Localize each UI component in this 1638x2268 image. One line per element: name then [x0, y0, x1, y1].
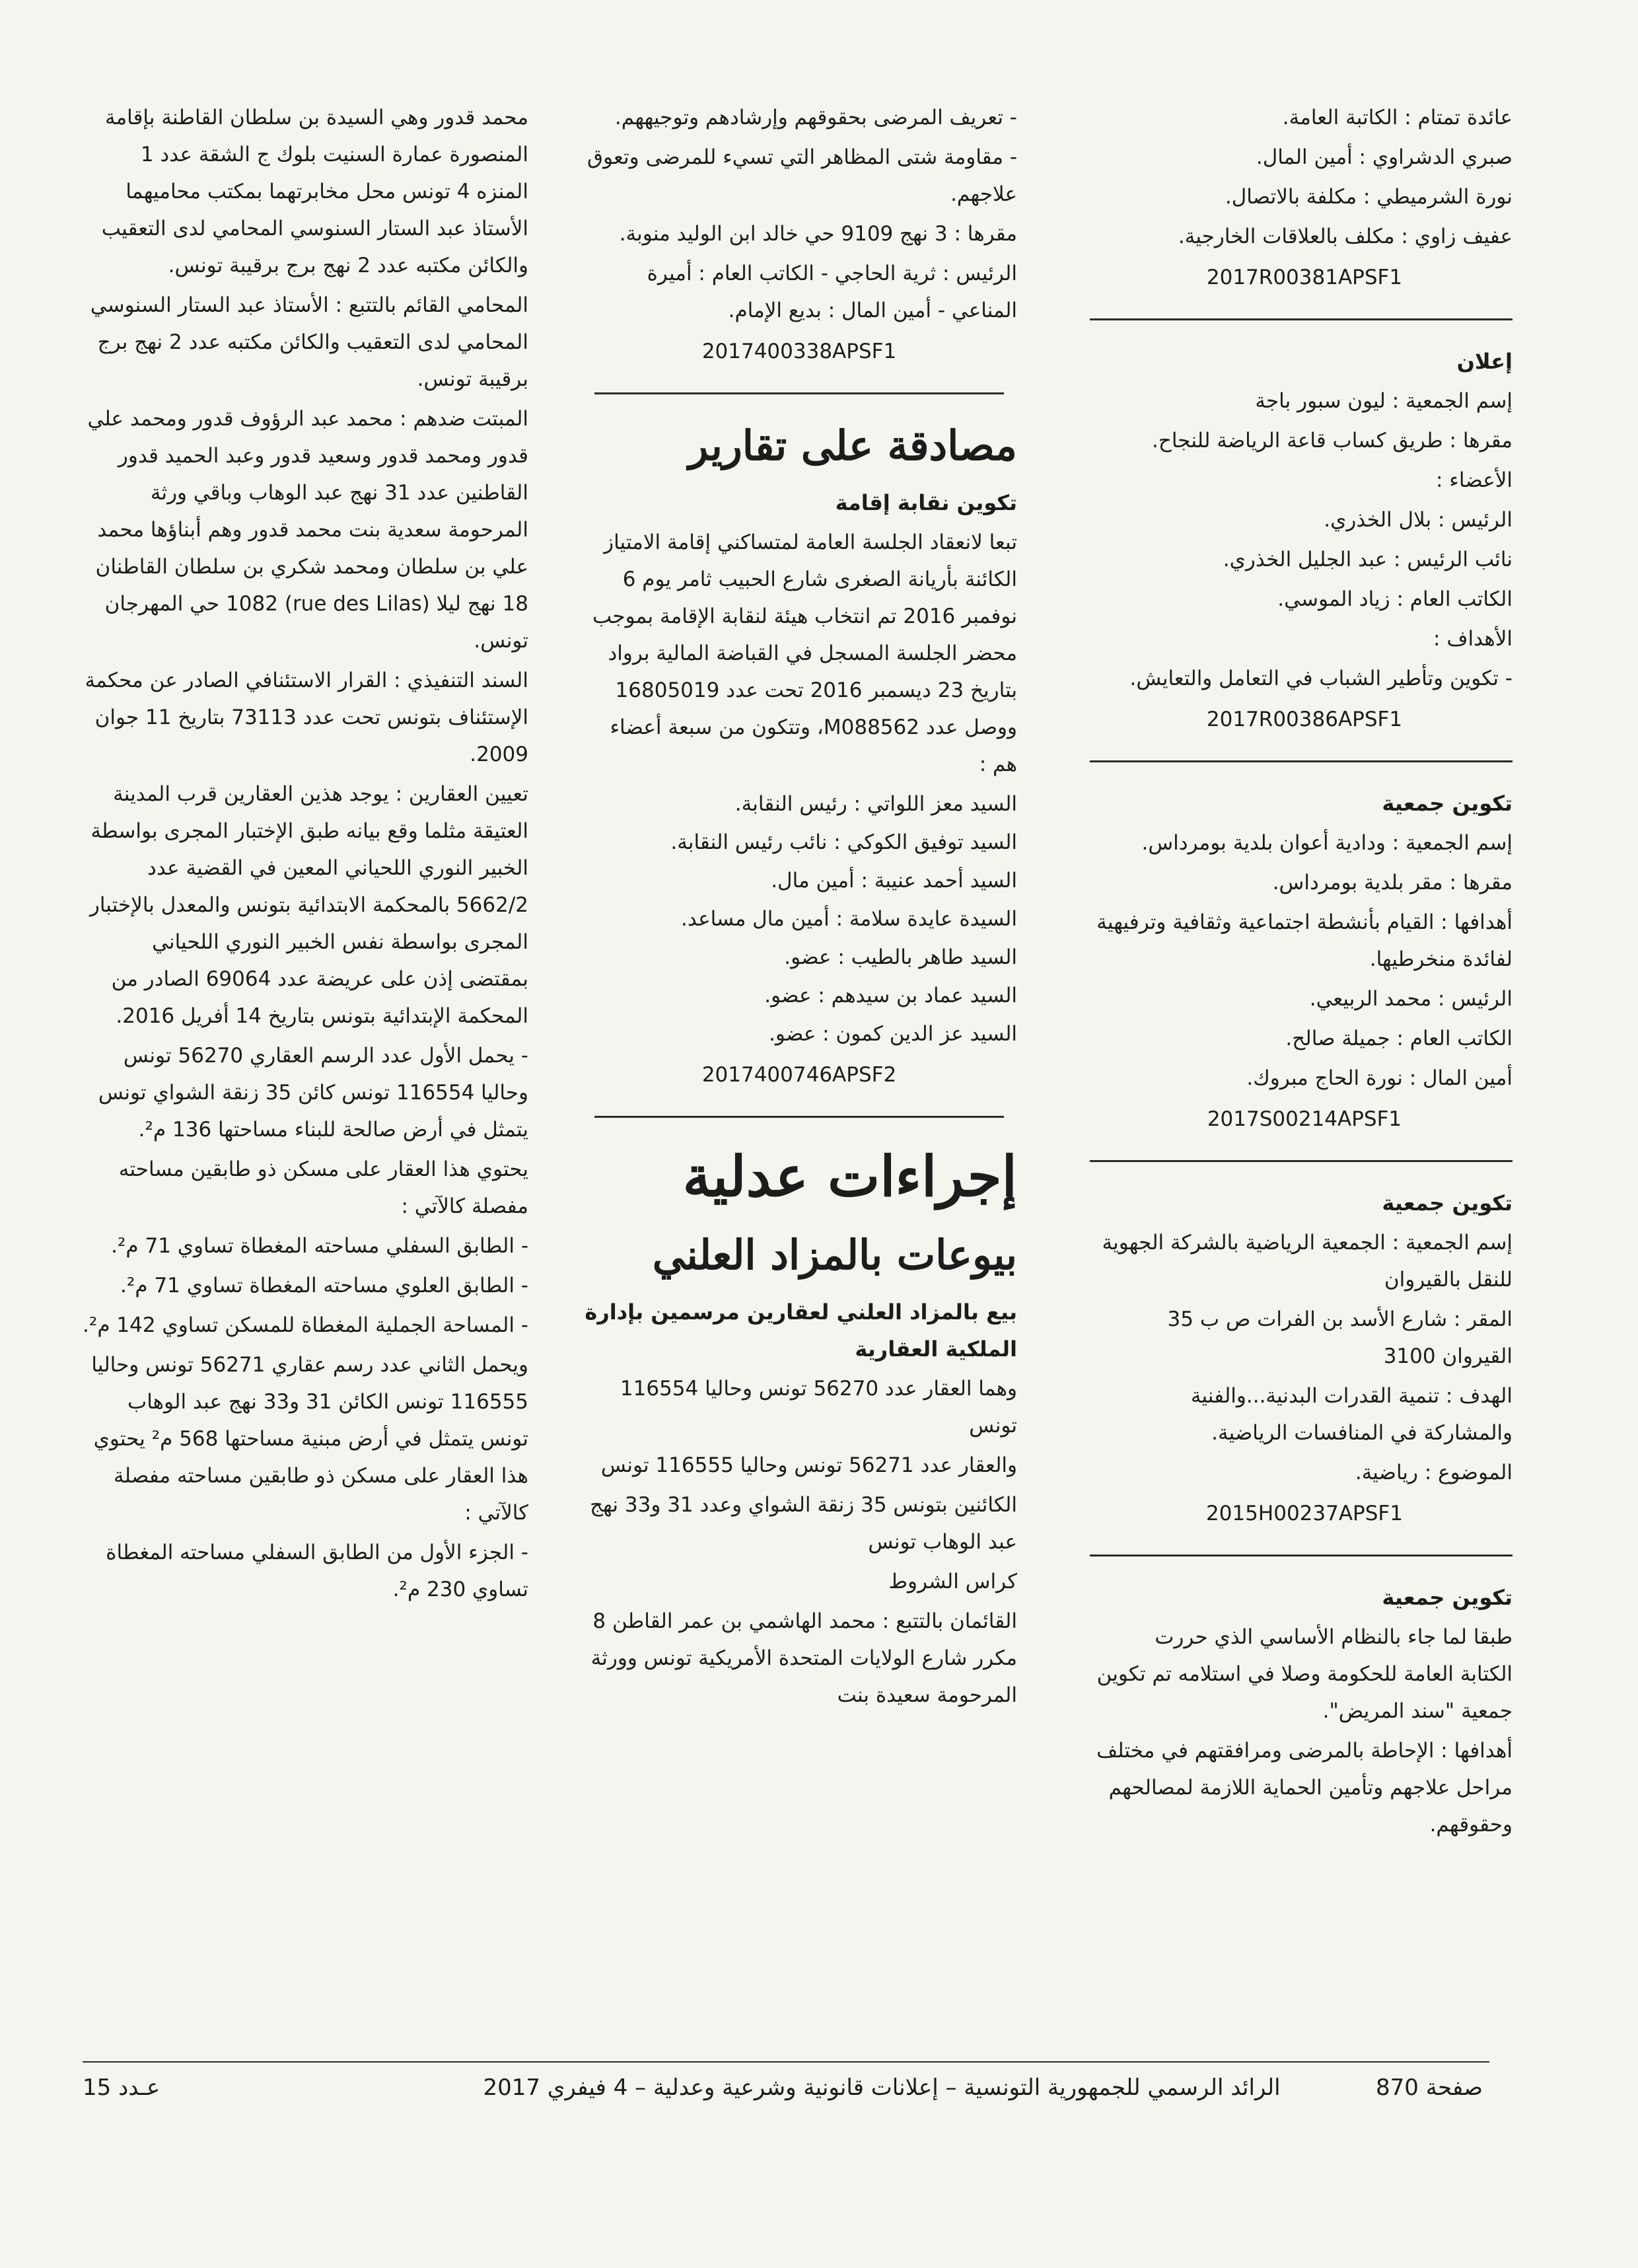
text-line: عفيف زاوي : مكلف بالعلاقات الخارجية. [1178, 225, 1513, 248]
text-line: طبقا لما جاء بالنظام الأساسي الذي حررت الكتابة العامة للحكومة وصلا في استلامه تم تكوين جمعية "سند المريض". [1096, 1625, 1513, 1723]
text-line: أمين المال : نورة الحاج مبروك. [1246, 1066, 1513, 1090]
right-column [1096, 99, 1513, 1846]
body-paragraph: تبعا لانعقاد الجلسة العامة لمتساكني إقامة الامتياز الكائنة بأريانة الصغرى شارع الحبيب ثامر يوم 6 نوفمبر 2016 تم انتخاب هيئة لنقابة الإقامة بموجب محضر الجلسة المسجل في القباضة المالية برواد بتاريخ 23 ديسمبر 2016 تحت عدد 16805019 ووصل عدد M088562، وتتكون من سبعة أعضاء هم : [592, 530, 1017, 776]
text-line: المقر : شارع الأسد بن الفرات ص ب 35 القيروان 3100 [1167, 1307, 1513, 1368]
text-line: الكاتب العام : زياد الموسي. [1277, 587, 1513, 611]
section-divider [1090, 1555, 1513, 1556]
text-line: كراس الشروط [888, 1570, 1017, 1593]
middle-column [581, 99, 1017, 1716]
reference-code: 2017S00214APSF1 [1207, 1107, 1402, 1131]
reference-code: 2017R00386APSF1 [1206, 708, 1403, 731]
gazette-title: الرائد الرسمي للجمهورية التونسية – إعلانات قانونية وشرعية وعدلية – 4 فيفري 2017 [483, 2074, 1281, 2101]
body-paragraph: - الطابق السفلي مساحته المغطاة تساوي 71 م². [111, 1234, 528, 1258]
section-title: إعلان [1456, 349, 1513, 374]
section-divider [1090, 1160, 1513, 1162]
auction-heading: بيوعات بالمزاد العلني [652, 1231, 1017, 1279]
body-paragraph: - المساحة الجملية المغطاة للمسكن تساوي 142 م². [83, 1313, 528, 1337]
text-line: الرئيس : ثرية الحاجي - الكاتب العام : أميرة المناعي - أمين المال : بديع الإمام. [647, 262, 1017, 322]
text-line: - مقاومة شتى المظاهر التي تسيء للمرضى وتعوق علاجهم. [587, 145, 1017, 206]
text-line: إسم الجمعية : الجمعية الرياضية بالشركة الجهوية للنقل بالقيروان [1102, 1231, 1513, 1292]
reference-code: 2017400338APSF1 [701, 340, 897, 363]
list-item: السيد طاهر بالطيب : عضو. [784, 945, 1017, 969]
text-line: إسم الجمعية : ليون سبور باجة [1255, 389, 1513, 413]
text-line: الأعضاء : [1436, 468, 1513, 492]
text-line: - تكوين وتأطير الشباب في التعامل والتعايش. [1129, 667, 1513, 690]
section-divider [1090, 760, 1513, 762]
reports-heading: مصادقة على تقارير [688, 421, 1017, 470]
text-line: نورة الشرميطي : مكلفة بالاتصال. [1225, 185, 1513, 209]
text-line: عائدة تمتام : الكاتبة العامة. [1282, 106, 1513, 129]
list-item: السيد معز اللواتي : رئيس النقابة. [734, 792, 1017, 816]
reference-code: 2017400746APSF2 [701, 1063, 897, 1087]
section-divider [1090, 318, 1513, 320]
body-paragraph: ويحمل الثاني عدد رسم عقاري 56271 تونس وحاليا 116555 تونس الكائن 31 و33 نهج عبد الوهاب تونس يتمثل في أرض مبنية مساحتها 568 م² يحتوي هذا العقار على مسكن ذو طابقين مساحته مفصلة كالآتي : [91, 1353, 528, 1525]
footer-divider [83, 2061, 1489, 2063]
list-item: السيد توفيق الكوكي : نائب رئيس النقابة. [670, 830, 1017, 854]
body-paragraph: تعيين العقارين : يوجد هذين العقارين قرب المدينة العتيقة مثلما وقع بيانه طبق الإختبار المجرى بواسطة الخبير النوري اللحياني المعين في القضية عدد 5662/2 بالمحكمة الابتدائية بتونس والمعدل بالإختبار المجرى بواسطة نفس الخبير النوري اللحياني بمقتضى إذن على عريضة عدد 69064 الصادر من المحكمة الإبتدائية بتونس بتاريخ 14 أفريل 2016. [89, 782, 528, 1028]
judicial-procedures-heading: إجراءات عدلية [682, 1144, 1017, 1209]
text-line: الموضوع : رياضية. [1355, 1461, 1513, 1484]
section-divider [594, 1116, 1004, 1118]
section-title: تكوين جمعية [1382, 1585, 1513, 1610]
section-title: تكوين نقابة إقامة [835, 490, 1017, 515]
text-line: - تعريف المرضى بحقوقهم وإرشادهم وتوجيههم. [614, 106, 1017, 129]
body-paragraph: المحامي القائم بالتتبع : الأستاذ عبد الستار السنوسي المحامي لدى التعقيب والكائن مكتبه عدد 2 نهج برج برقيبة تونس. [90, 293, 528, 391]
list-item: السيد عماد بن سيدهم : عضو. [764, 984, 1017, 1007]
text-line: وهما العقار عدد 56270 تونس وحاليا 116554 تونس [620, 1377, 1017, 1438]
text-line: نائب الرئيس : عبد الجليل الخذري. [1223, 548, 1513, 571]
member-list [581, 786, 1017, 1052]
list-item: السيدة عايدة سلامة : أمين مال مساعد. [680, 907, 1017, 931]
section-title: تكوين جمعية [1382, 791, 1513, 816]
list-item: السيد عز الدين كمون : عضو. [769, 1022, 1017, 1046]
body-paragraph: السند التنفيذي : القرار الاستئنافي الصادر عن محكمة الإستئناف بتونس تحت عدد 73113 بتاريخ 11 جوان 2009. [85, 669, 528, 766]
text-line: القائمان بالتتبع : محمد الهاشمي بن عمر القاطن 8 مكرر شارع الولايات المتحدة الأمريكية تونس وورثة المرحومة سعيدة بنت [590, 1609, 1017, 1707]
issue-number: عـدد 15 [83, 2074, 160, 2101]
body-paragraph: - الجزء الأول من الطابق السفلي مساحته المغطاة تساوي 230 م². [106, 1541, 528, 1601]
text-line: مقرها : طريق كساب قاعة الرياضة للنجاح. [1152, 429, 1513, 453]
page-footer [83, 2065, 1489, 2111]
text-line: الرئيس : محمد الربيعي. [1309, 987, 1513, 1011]
text-line: أهدافها : القيام بأنشطة اجتماعية وثقافية وترفيهية لفائدة منخرطيها. [1096, 910, 1513, 971]
text-line: أهدافها : الإحاطة بالمرضى ومرافقتهم في مختلف مراحل علاجهم وتأمين الحماية اللازمة لمصالحهم وحقوقهم. [1096, 1739, 1513, 1837]
body-paragraph: المبتت ضدهم : محمد عبد الرؤوف قدور ومحمد علي قدور ومحمد قدور وسعيد قدور وعبد الحميد قدور القاطنين عدد 31 نهج عبد الوهاب وباقي ورثة المرحومة سعدية بنت محمد قدور وهم أبناؤها محمد علي بن سلطان ومحمد شكري بن سلطان القاطنان 18 نهج ليلا (rue des Lilas) 1082 حي المهرجان تونس. [87, 407, 528, 653]
reference-code: 2015H00237APSF1 [1206, 1502, 1403, 1525]
body-paragraph: - يحمل الأول عدد الرسم العقاري 56270 تونس وحاليا 116554 تونس كائن 35 زنقة الشواي تونس يتمثل في أرض صالحة للبناء مساحتها 136 م². [98, 1044, 528, 1142]
section-divider [594, 392, 1004, 394]
body-paragraph: يحتوي هذا العقار على مسكن ذو طابقين مساحته مفصلة كالآتي : [118, 1157, 528, 1218]
body-paragraph: - الطابق العلوي مساحته المغطاة تساوي 71 م². [120, 1274, 528, 1298]
section-title: تكوين جمعية [1382, 1190, 1513, 1216]
body-paragraph: محمد قدور وهي السيدة بن سلطان القاطنة بإقامة المنصورة عمارة السنيت بلوك ج الشقة عدد 1 المنزه 4 تونس محل مخابرتهما بمكتب محاميهما الأستاذ عبد الستار السنوسي المحامي لدى التعقيب والكائن مكتبه عدد 2 نهج برج برقيبة تونس. [101, 106, 528, 277]
auction-subheading: بيع بالمزاد العلني لعقارين مرسمين بإدارة الملكية العقارية [585, 1299, 1017, 1362]
text-line: الكاتب العام : جميلة صالح. [1285, 1027, 1513, 1050]
text-line: والعقار عدد 56271 تونس وحاليا 116555 تونس [600, 1453, 1017, 1477]
reference-code: 2017R00381APSF1 [1206, 266, 1403, 289]
text-line: الكائنين بتونس 35 زنقة الشواي وعدد 31 و33 نهج عبد الوهاب تونس [590, 1493, 1017, 1554]
text-line: مقرها : مقر بلدية بومرداس. [1272, 871, 1513, 895]
text-line: إسم الجمعية : ودادية أعوان بلدية بومرداس. [1141, 831, 1513, 855]
left-column [83, 99, 528, 1611]
page-number: صفحة 870 [1376, 2074, 1483, 2101]
text-line: الرئيس : بلال الخذري. [1324, 508, 1513, 532]
text-line: الهدف : تنمية القدرات البدنية...والفنية والمشاركة في المنافسات الرياضية. [1190, 1384, 1513, 1445]
text-line: مقرها : 3 نهج 9109 حي خالد ابن الوليد منوبة. [619, 222, 1017, 246]
list-item: السيد أحمد عنيبة : أمين مال. [771, 869, 1017, 893]
text-line: صبري الدشراوي : أمين المال. [1256, 145, 1513, 169]
text-line: الأهداف : [1433, 627, 1513, 651]
